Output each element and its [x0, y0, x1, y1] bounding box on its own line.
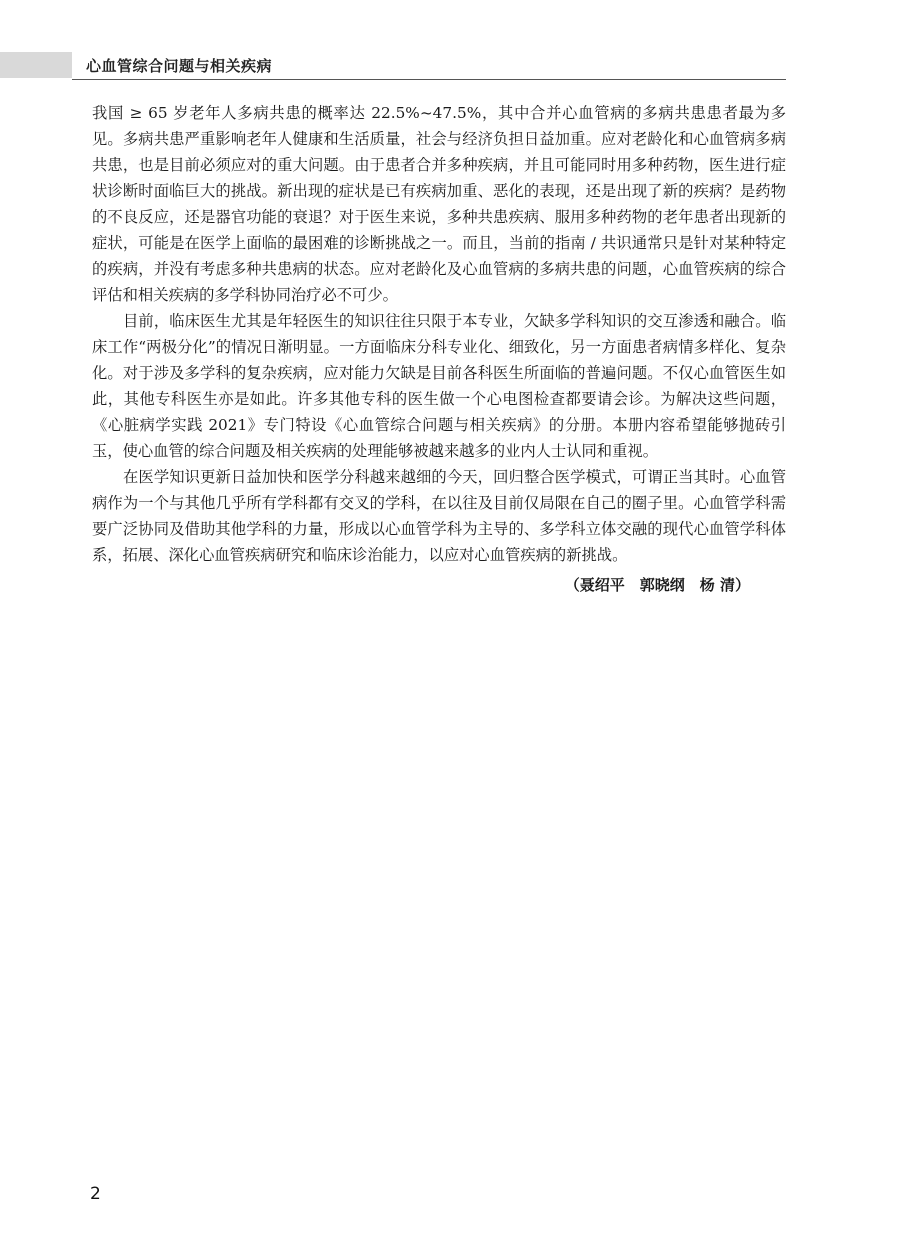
running-header-title: 心血管综合问题与相关疾病: [86, 57, 273, 75]
page-body: [92, 100, 786, 598]
header-band: [0, 52, 72, 78]
page-number: 2: [90, 1184, 101, 1204]
paragraph-3: 在医学知识更新日益加快和医学分科越来越细的今天，回归整合医学模式，可谓正当其时。心血管病作为一个与其他几乎所有学科都有交叉的学科，在以往及目前仅局限在自己的圈子里。心血管学科需要广泛协同及借助其他学科的力量，形成以心血管学科为主导的、多学科立体交融的现代心血管学科体系，拓展、深化心血管疾病研究和临床诊治能力，以应对心血管疾病的新挑战。: [92, 468, 786, 564]
paragraph-1: 我国 ≥ 65 岁老年人多病共患的概率达 22.5%~47.5%，其中合并心血管病的多病共患患者最为多见。多病共患严重影响老年人健康和生活质量，社会与经济负担日益加重。应对老龄化和心血管病多病共患，也是目前必须应对的重大问题。由于患者合并多种疾病，并且可能同时用多种药物，医生进行症状诊断时面临巨大的挑战。新出现的症状是已有疾病加重、恶化的表现，还是出现了新的疾病？是药物的不良反应，还是器官功能的衰退？对于医生来说，多种共患疾病、服用多种药物的老年患者出现新的症状，可能是在医学上面临的最困难的诊断挑战之一。而且，当前的指南 / 共识通常只是针对某种特定的疾病，并没有考虑多种共患病的状态。应对老龄化及心血管病的多病共患的问题，心血管疾病的综合评估和相关疾病的多学科协同治疗必不可少。: [92, 104, 786, 304]
header-rule: [72, 79, 786, 80]
author-signature: （聂绍平 郭晓纲 杨 清）: [564, 576, 750, 594]
paragraph-2: 目前，临床医生尤其是年轻医生的知识往往只限于本专业，欠缺多学科知识的交互渗透和融合。临床工作“两极分化”的情况日渐明显。一方面临床分科专业化、细致化，另一方面患者病情多样化、复杂化。对于涉及多学科的复杂疾病，应对能力欠缺是目前各科医生所面临的普遍问题。不仅心血管医生如此，其他专科医生亦是如此。许多其他专科的医生做一个心电图检查都要请会诊。为解决这些问题，《心脏病学实践 2021》专门特设《心血管综合问题与相关疾病》的分册。本册内容希望能够抛砖引玉，使心血管的综合问题及相关疾病的处理能够被越来越多的业内人士认同和重视。: [92, 312, 786, 460]
